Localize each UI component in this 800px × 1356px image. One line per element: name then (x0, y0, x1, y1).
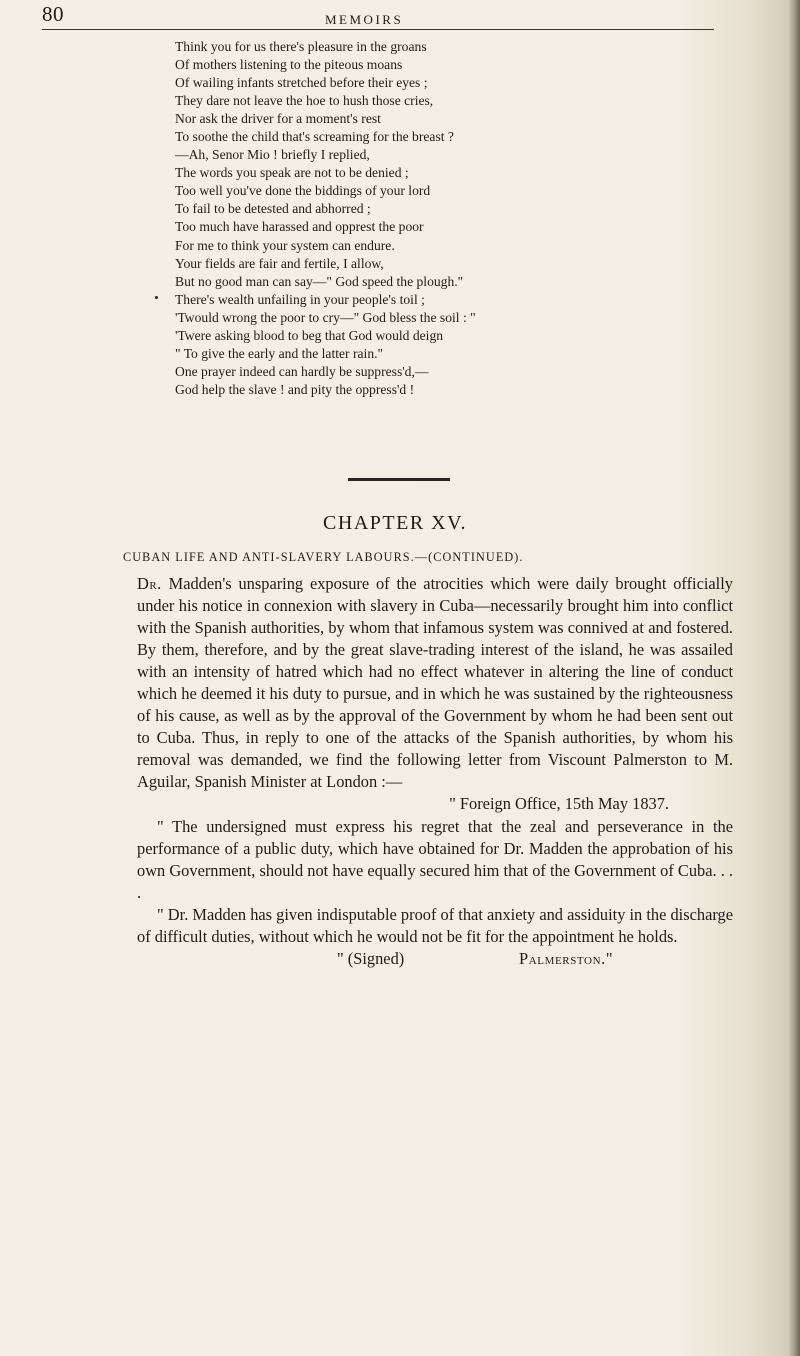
letter-dateline: " Foreign Office, 15th May 1837. (449, 794, 669, 814)
signed-label: " (Signed) (337, 948, 405, 968)
poem-line: " To give the early and the latter rain." (175, 345, 384, 361)
paragraph (137, 573, 733, 793)
poem-line: Your fields are fair and fertile, I allow, (175, 255, 384, 271)
signatory-name: Palmerston." (519, 948, 614, 968)
poem-line: One prayer indeed can hardly be suppress'd,— (175, 363, 429, 379)
poem-line: To soothe the child that's screaming for the breast ? (175, 129, 454, 145)
letter-paragraph: " Dr. Madden has given indisputable proof of that anxiety and assiduity in the discharge of difficult duties, without which he would not be fit for the appointment he holds. (137, 904, 733, 946)
poem-line: To fail to be detested and abhorred ; (175, 201, 371, 217)
poem-line: —Ah, Senor Mio ! briefly I replied, (175, 147, 370, 163)
poem-line: 'Twould wrong the poor to cry—" God bless the soil : " (175, 309, 476, 325)
poem-line: 'Twere asking blood to beg that God would deign (175, 327, 444, 343)
poem-line: But no good man can say—" God speed the plough." (175, 273, 464, 289)
poem-line: Of mothers listening to the piteous moans (175, 57, 403, 73)
poem-line: Too much have harassed and opprest the poor (175, 219, 424, 235)
poem-line: Nor ask the driver for a moment's rest (175, 111, 381, 127)
paragraph-lead: Dr. (137, 574, 162, 593)
poem-line: God help the slave ! and pity the oppress'd ! (175, 381, 415, 397)
paragraph-text: Madden's unsparing exposure of the atrocities which were daily brought officially under his notice in connexion with slavery in Cuba—necessarily brought him into conflict with the Spanish authorities, by whom that infamous system was connived at and fostered. By them, therefore, and by the great slave-trading interest of the island, he was assailed with an intensity of hatred which had no effect whatever in altering the line of conduct which he deemed it his duty to pursue, and in which he was sustained by the righteousness of his cause, as well as by the approval of the Government by whom he had been sent out to Cuba. Thus, in reply to one of the attacks of the Spanish authorities, by whom his removal was demanded, we find the following letter from Viscount Palmerston to M. Aguilar, Spanish Minister at London :— (137, 574, 733, 792)
section-divider-rule (348, 478, 450, 481)
header-rule (42, 29, 714, 30)
letter-paragraph: " The undersigned must express his regret that the zeal and perseverance in the performance of a public duty, which have obtained for Dr. Madden the approbation of his own Government, should not have equally secured him that of the Government of Cuba. . . . (137, 816, 733, 902)
chapter-subtitle: CUBAN LIFE AND ANTI-SLAVERY LABOURS.—(CONTINUED). (123, 550, 524, 564)
poem-line: The words you speak are not to be denied ; (175, 165, 409, 181)
letter-signature (137, 948, 733, 970)
page-edge-shadow (788, 0, 800, 1356)
chapter-body (137, 573, 733, 970)
poem-line: There's wealth unfailing in your people's toil ; (175, 291, 425, 307)
poem (175, 38, 735, 399)
poem-line: Think you for us there's pleasure in the groans (175, 39, 427, 54)
poem-line: They dare not leave the hoe to hush those cries, (175, 93, 434, 109)
stray-print-mark (155, 296, 158, 299)
poem-line: For me to think your system can endure. (175, 237, 395, 253)
chapter-title (0, 512, 800, 535)
page-number: 80 (42, 2, 64, 26)
poem-line: Too well you've done the biddings of your lord (175, 183, 431, 199)
running-head: MEMOIRS (325, 12, 404, 27)
poem-line: Of wailing infants stretched before their eyes ; (175, 75, 428, 91)
chapter-title-text: CHAPTER XV. (323, 512, 467, 534)
